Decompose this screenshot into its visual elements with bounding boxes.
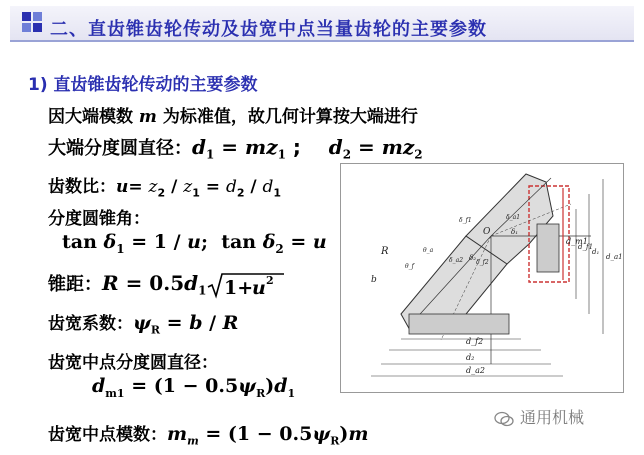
svg-text:2: 2 bbox=[266, 274, 275, 287]
label-da1: d_a1 bbox=[606, 253, 623, 261]
line-cone-angle-label: 分度圆锥角： bbox=[48, 209, 150, 229]
label-deltaf1: δ_f1 bbox=[459, 217, 472, 224]
line-tan: $\tan \delta_1 = 1 / u$; $\tan \delta_2 = u$ bbox=[62, 231, 327, 256]
label-R: R bbox=[381, 246, 389, 257]
sqrt-expression bbox=[206, 271, 284, 299]
watermark bbox=[494, 405, 584, 428]
label-deltaa2: δ_a2 bbox=[449, 257, 464, 264]
title-bar bbox=[10, 6, 634, 42]
label-df1: d_f1 bbox=[578, 243, 594, 251]
line-mid-module: 齿宽中点模数：$m_m = (1 - 0.5\psi_R)m$ bbox=[48, 423, 369, 448]
label-d1: d₁ bbox=[592, 248, 600, 256]
label-delta2: δ₂ bbox=[469, 254, 477, 262]
bevel-gear-figure bbox=[340, 163, 624, 393]
watermark-text: 通用机械 bbox=[520, 408, 585, 427]
label-O: O bbox=[483, 227, 491, 237]
page-title: 二、直齿锥齿轮传动及齿宽中点当量齿轮的主要参数 bbox=[50, 19, 487, 40]
line-mid-diameter-label: 齿宽中点分度圆直径： bbox=[48, 353, 218, 373]
label-dm1: d_m1 bbox=[566, 237, 588, 246]
line-face-width: 齿宽系数：$\psi_R = b / R$ bbox=[48, 312, 239, 337]
line-dm1: $d_{m1} = (1 - 0.5\psi_R)d_1$ bbox=[92, 375, 296, 400]
line-ratio: 齿数比：$u= z_2 / z_1 = d_2 / d_1$ bbox=[48, 177, 282, 200]
label-deltaf2: δ_f2 bbox=[476, 259, 489, 266]
label-b: b bbox=[371, 275, 377, 285]
svg-text:u: u bbox=[252, 277, 267, 299]
gear-drawing bbox=[341, 164, 623, 392]
label-da2: d_a2 bbox=[466, 366, 485, 375]
wechat-icon bbox=[494, 411, 514, 427]
line-1: 因大端模数 m 为标准值，故几何计算按大端进行 bbox=[48, 107, 418, 127]
section-heading: 1) 直齿锥齿轮传动的主要参数 bbox=[28, 75, 258, 95]
label-delta1: δ₁ bbox=[511, 228, 519, 236]
line-diameter: 大端分度圆直径：$d_1 = mz_1$ ; $d_2 = mz_2$ bbox=[48, 135, 423, 162]
label-thetaf: θ_f bbox=[405, 263, 414, 270]
label-d2: d₂ bbox=[466, 353, 475, 362]
svg-text:1+: 1+ bbox=[224, 277, 254, 299]
line-cone-distance: 锥距：$R = 0.5d_1$ 1+ u 2 bbox=[48, 270, 284, 299]
label-thetaa: θ_a bbox=[423, 247, 434, 254]
label-deltaa1: δ_a1 bbox=[506, 214, 521, 221]
label-df2: d_f2 bbox=[466, 337, 484, 346]
title-bullet-icon bbox=[22, 12, 48, 38]
